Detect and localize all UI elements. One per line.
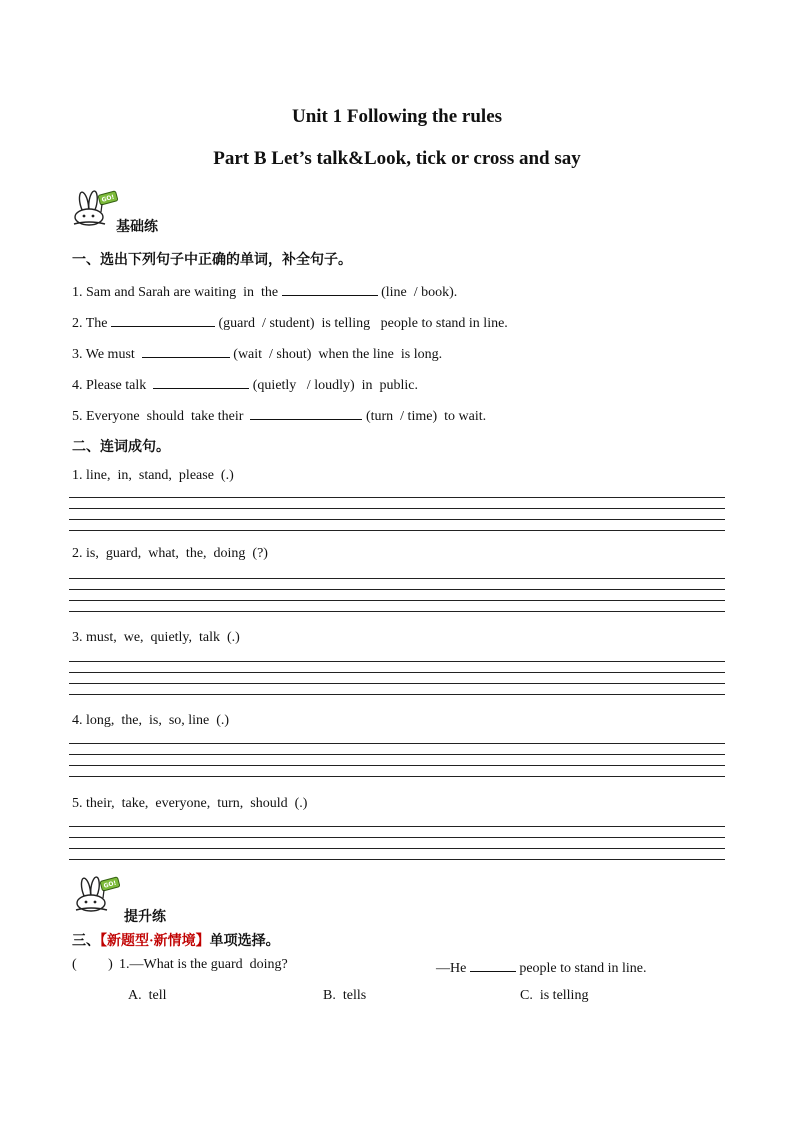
writing-line[interactable]	[69, 661, 725, 662]
section2-heading: 二、连词成句。	[72, 440, 170, 455]
fill-question-5: 5. Everyone should take their (turn / time) to wait.	[72, 405, 486, 425]
writing-line[interactable]	[69, 589, 725, 590]
reorder-question-3: 3. must, we, quietly, talk (.)	[72, 630, 240, 645]
writing-line[interactable]	[69, 578, 725, 579]
level-advanced-label: 提升练	[124, 910, 166, 925]
answer-blank-3[interactable]	[142, 343, 230, 358]
writing-line[interactable]	[69, 837, 725, 838]
writing-line[interactable]	[69, 765, 725, 766]
writing-line[interactable]	[69, 497, 725, 498]
writing-line[interactable]	[69, 848, 725, 849]
bunny-mascot-icon	[74, 876, 124, 912]
option-a[interactable]: A. tell	[128, 988, 167, 1003]
writing-line[interactable]	[69, 530, 725, 531]
fill-question-2: 2. The (guard / student) is telling people to stand in line.	[72, 312, 508, 332]
writing-line[interactable]	[69, 859, 725, 860]
choice-question-1: 1.—What is the guard doing?	[119, 957, 288, 972]
writing-line[interactable]	[69, 683, 725, 684]
page-subtitle: Part B Let’s talk&Look, tick or cross and say	[213, 148, 581, 169]
writing-line[interactable]	[69, 519, 725, 520]
writing-line[interactable]	[69, 672, 725, 673]
reorder-question-2: 2. is, guard, what, the, doing (?)	[72, 546, 268, 561]
writing-line[interactable]	[69, 754, 725, 755]
page-title: Unit 1 Following the rules	[291, 106, 503, 127]
fill-question-1: 1. Sam and Sarah are waiting in the (line / book).	[72, 281, 457, 301]
answer-blank-1[interactable]	[282, 281, 378, 296]
badge-go-label: GO!	[103, 879, 118, 890]
new-type-tag: 【新题型·新情境】	[100, 934, 210, 949]
writing-line[interactable]	[69, 743, 725, 744]
badge-go-label: GO!	[101, 193, 116, 204]
reorder-question-1: 1. line, in, stand, please (.)	[72, 468, 234, 483]
answer-blank-choice[interactable]	[470, 957, 516, 972]
reorder-question-5: 5. their, take, everyone, turn, should (.)	[72, 796, 308, 811]
writing-line[interactable]	[69, 600, 725, 601]
writing-line[interactable]	[69, 508, 725, 509]
answer-blank-5[interactable]	[250, 405, 362, 420]
answer-blank-4[interactable]	[153, 374, 249, 389]
answer-blank-2[interactable]	[111, 312, 215, 327]
choice-question-1-answer: —He people to stand in line.	[436, 957, 646, 977]
option-c[interactable]: C. is telling	[520, 988, 589, 1003]
fill-question-4: 4. Please talk (quietly / loudly) in public.	[72, 374, 418, 394]
writing-line[interactable]	[69, 611, 725, 612]
option-b[interactable]: B. tells	[323, 988, 367, 1003]
section1-heading: 一、选出下列句子中正确的单词，补全句子。	[72, 253, 352, 268]
fill-question-3: 3. We must (wait / shout) when the line is long.	[72, 343, 442, 363]
writing-line[interactable]	[69, 826, 725, 827]
choice-answer-paren[interactable]: ( )	[72, 957, 113, 972]
reorder-question-4: 4. long, the, is, so, line (.)	[72, 713, 230, 728]
bunny-mascot-icon	[72, 190, 122, 226]
writing-line[interactable]	[69, 694, 725, 695]
writing-line[interactable]	[69, 776, 725, 777]
section3-heading: 三、【新题型·新情境】单项选择。	[72, 934, 280, 949]
level-basic-label: 基础练	[116, 220, 158, 235]
